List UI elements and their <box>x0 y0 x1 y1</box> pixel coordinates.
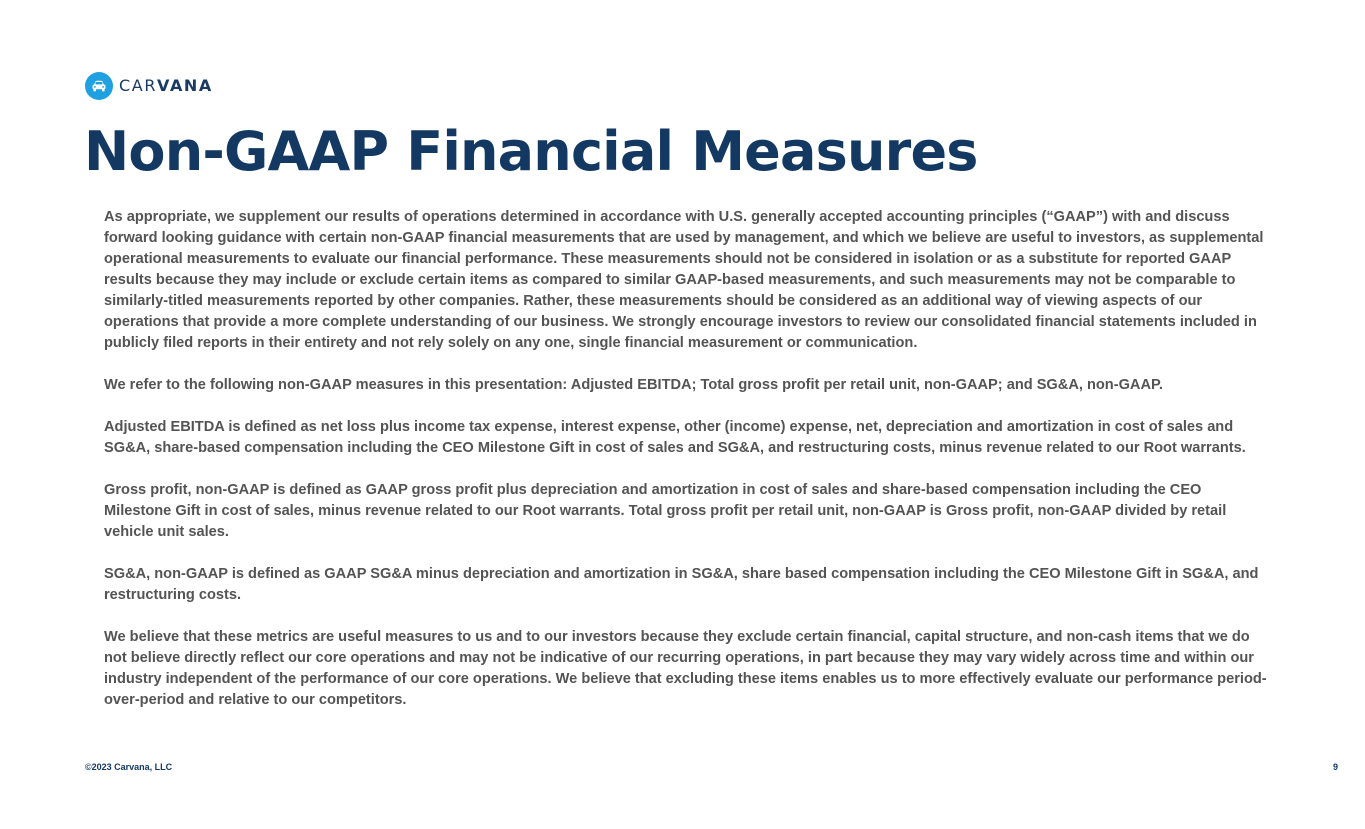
paragraph-sga: SG&A, non-GAAP is defined as GAAP SG&A minus depreciation and amortization in SG&A, share based compensation including the CEO Milestone Gift in SG&A, and restructuring costs. <box>104 566 1259 603</box>
logo-wordmark <box>119 72 213 100</box>
logo-wordmark-light: CAR <box>119 76 158 95</box>
carvana-logo <box>85 72 213 100</box>
paragraph-adjusted-ebitda: Adjusted EBITDA is defined as net loss plus income tax expense, interest expense, other (income) expense, net, depreciation and amortization in cost of sales and SG&A, share-based compensation including the CEO Milestone Gift in cost of sales and SG&A, and restructuring costs, minus revenue related to our Root warrants. <box>104 419 1246 456</box>
logo-wordmark-bold: VANA <box>157 76 213 95</box>
paragraph-gaap-supplement: As appropriate, we supplement our results of operations determined in accordance with U.S. generally accepted accounting principles (“GAAP”) with and discuss forward looking guidance with certain non-GAAP financial measurements that are used by management, and which we believe are useful to investors, as supplemental operational measurements to evaluate our financial performance. These measurements should not be considered in isolation or as a substitute for reported GAAP results because they may include or exclude certain items as compared to similar GAAP-based measurements, and such measurements may not be comparable to similarly-titled measurements reported by other companies. Rather, these measurements should be considered as an additional way of viewing aspects of our operations that provide a more complete understanding of our business. We strongly encourage investors to review our consolidated financial statements included in publicly filed reports in their entirety and not rely solely on any one, single financial measurement or communication. <box>104 209 1264 351</box>
paragraph-rationale: We believe that these metrics are useful measures to us and to our investors because they exclude certain financial, capital structure, and non-cash items that we do not believe directly reflect our core operations and may not be indicative of our recurring operations, in part because they may vary widely across time and within our industry independent of the performance of our core operations. We believe that excluding these items enables us to more effectively evaluate our performance period-over-period and relative to our competitors. <box>104 629 1267 708</box>
copyright: ©2023 Carvana, LLC <box>85 762 173 772</box>
body-text <box>104 207 1269 711</box>
page-title: Non-GAAP Financial Measures <box>84 120 978 183</box>
page-number: 9 <box>1332 762 1338 772</box>
car-icon <box>85 72 113 100</box>
paragraph-gross-profit: Gross profit, non-GAAP is defined as GAAP gross profit plus depreciation and amortization in cost of sales and share-based compensation including the CEO Milestone Gift in cost of sales, minus revenue related to our Root warrants. Total gross profit per retail unit, non-GAAP is Gross profit, non-GAAP divided by retail vehicle unit sales. <box>104 482 1227 540</box>
paragraph-measures-list: We refer to the following non-GAAP measures in this presentation: Adjusted EBITDA; Total gross profit per retail unit, non-GAAP; and SG&A, non-GAAP. <box>104 377 1163 393</box>
